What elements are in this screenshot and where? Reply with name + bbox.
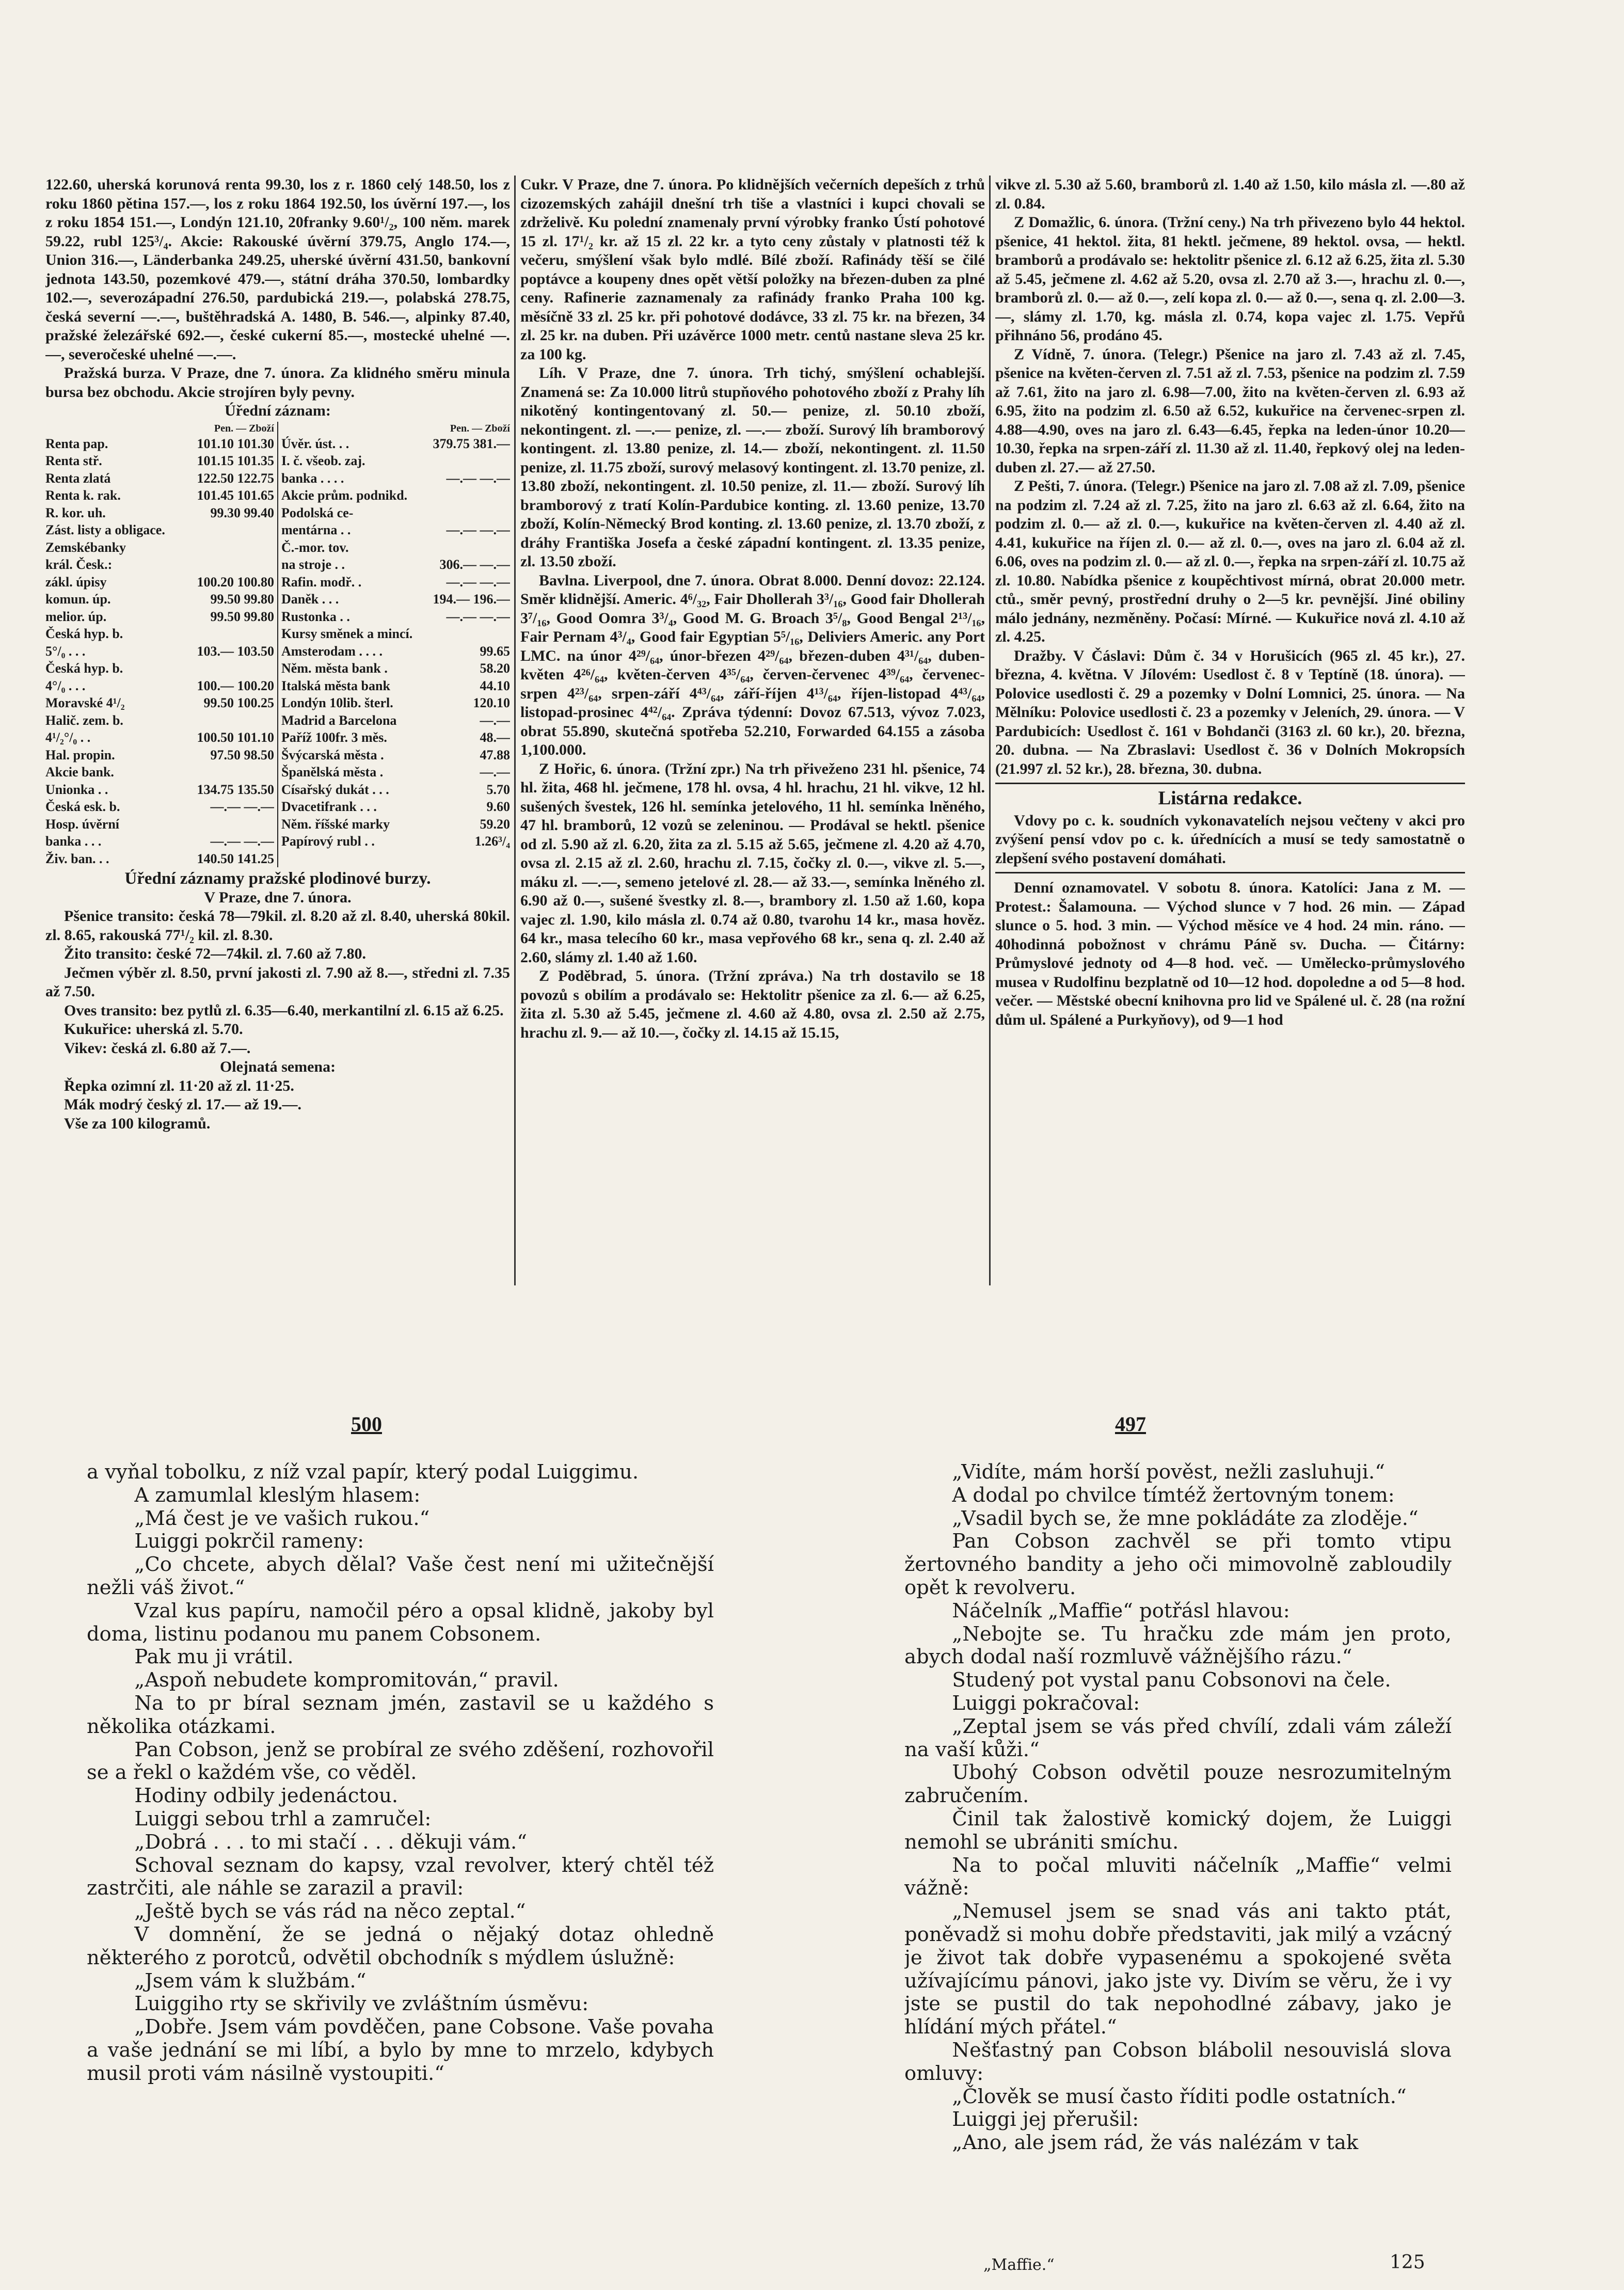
report-lead: Z Vídně, [1014,345,1075,363]
novel-paragraph: Nešťastný pan Cobson blábolil nesouvislá slova omluvy: [904,2038,1452,2085]
report-text: vikve zl. 5.30 až 5.60, bramborů zl. 1.40 až 1.50, kilo másla zl. —.80 až zl. 0.84. [995,176,1465,212]
rate-values: 140.50 141.25 [197,851,274,866]
novel-paragraph: Hodiny odbily jedenáctou. [134,1784,399,1808]
report-text: 7. února. (Telegr.) Pšenice na jaro zl. 7.43 až zl. 7.45, pšenice na květen-červen zl. 7.51 až zl. 7.53, pšenice na podzim zl. 7.59 až 7.61, žito na jaro zl. 6.98—7.00, žito na květen-červen zl. 6.93 až 6.95, žito na podzim zl. 6.50 až 6.52, kukuřice na červenec-srpen zl. 4.88—4.90, oves na jaro zl. 6.43—6.45, řepka na leden-únor 10.20—10.30, řepka na srpen-září zl. 11.30 až zl. 11.40, řepkový olej na leden-duben zl. 27.— až 27.50. [995,345,1465,476]
rate-values: 1.26³/₄ [474,834,510,849]
report-lead: Cukr. [520,176,559,193]
rate-name: mentárna . . [281,522,351,537]
novel-paragraph: Činil tak žalostivě komický dojem, že Luiggi nemohl se ubrániti smíchu. [904,1807,1452,1854]
rate-name: 4¹/₂°/₀ . . [45,730,91,745]
rate-values: 120.10 [473,695,510,710]
novel-paragraph: Luiggi jej přerušil: [952,2108,1139,2132]
novel-paragraph: „Ano, ale jsem rád, že vás nalézám v tak [952,2131,1359,2155]
novel-paragraph: „Nemusel jsem se snad vás ani takto ptát, poněvadž si mohu dobře představiti, jak milý a vzácný je život tak dobře vypasenému a spokojené světa užívajícímu pánovi, jako jste vy. Divím se věru, že i vy jste se pustil do tak nepohodlné zábavy, jako je hlídání mých přátel.“ [904,1900,1452,2039]
novel-paragraph: „Zeptal jsem se vás před chvílí, zdali vám záleží na vaší kůži.“ [904,1714,1452,1761]
report-text: 6. února. (Tržní ceny.) Na trh přivezeno bylo 44 hektol. pšenice, 41 hektol. žita, 81 hektl. ječmene, 89 hektol. ovsa, — hektl. bramborů a prodávalo se: hektolitr pšenice zl. 6.12 až 6.25, žita zl. 5.30 až 5.45, ječmene zl. 4.62 až 5.20, ovsa zl. 2.70 až 3.—, hrachu zl. 0.—, bramborů zl. 0.— až 0.—, zelí kopa zl. 0.— až 0.—, sena q. zl. 2.00—3.—, slámy zl. 1.70, kg. másla zl. 0.74, kopa vajec zl. 1.75. Vepřů přihnáno 56, prodáno 45. [995,214,1465,344]
rate-name: Živ. ban. . . [45,851,109,866]
rate-values: 306.— —.— [439,557,510,572]
novel-paragraph: Luiggi sebou trhl a zamručel: [134,1807,432,1831]
novel-paragraph: a vyňal tobolku, z níž vzal papír, který podal Luiggimu. [87,1461,639,1484]
rate-name: Akcie prům. podnikd. [281,488,408,503]
rate-row [45,574,274,591]
rate-values: 99.50 99.80 [210,592,274,607]
official-record-head: Úřední záznam: [225,402,331,419]
novel-paragraph: „Vidíte, mám horší pověst, nežli zasluhuji.“ [952,1461,1385,1484]
letters-body: po c. k. soudních vykonavatelích nejsou večteny v akci pro zvýšení pensí vdov po c. k. úřednících a musí se tedy samostatně o zlepšení svého postavení domáhati. [995,812,1465,867]
rate-values: 99.65 [480,643,510,659]
novel-left-page [87,1461,714,2266]
rate-values: —.— —.— [446,522,510,537]
rate-name: Renta k. rak. [45,488,121,503]
rate-values: 100.— 100.20 [197,678,274,693]
novel-paragraph: Vzal kus papíru, namočil péro a opsal klidně, jakoby byl doma, listinu podanou mu panem Cobsonem. [87,1599,714,1646]
rate-name: Česká hyp. b. [45,661,123,676]
rate-name: I. č. všeob. zaj. [281,453,365,468]
rate-row [281,798,510,816]
novel-paragraph: A dodal po chvilce tímtéž žertovným tonem: [952,1483,1395,1507]
letters-lead: Vdovy [1014,812,1057,829]
rate-row [45,712,274,729]
rate-values: —.— —.— [210,834,274,849]
rate-values: 99.50 99.80 [210,609,274,624]
rate-row [281,487,510,504]
rate-name: Daněk . . . [281,592,339,607]
prague-bourse-head: Pražská burza. [64,364,166,381]
rate-values: 100.50 101.10 [197,730,274,745]
rate-name: Rustonka . . [281,609,350,624]
novel-paragraph: A zamumlal kleslým hlasem: [134,1483,421,1507]
produce-item: Olejnatá semena: [219,1058,336,1075]
rate-row [45,452,274,470]
report-lead: Dražby. [1014,647,1066,664]
novel-paragraph: „Aspoň nebudete kompromitován,“ pravil. [134,1668,559,1692]
rate-row [45,798,274,816]
novel-paragraph: „Má čest je ve vašich rukou.“ [134,1506,430,1530]
rate-row [45,521,274,539]
rate-name: Něm. říšské marky [281,816,390,832]
rate-row [281,712,510,729]
report-lead: Líh. [539,364,566,381]
novel-paragraph: Luiggi pokračoval: [952,1691,1140,1715]
rate-name: R. kor. uh. [45,505,106,520]
rate-values: 99.50 100.25 [203,695,274,710]
rates-left [45,422,278,868]
rate-name: Akcie bank. [45,765,114,780]
rate-name: Londýn 10lib. šterl. [281,695,393,710]
rate-row [45,850,274,868]
daily-announcer [995,879,1465,1029]
rate-row [45,608,274,626]
market-column-1 [45,176,510,1301]
rate-row [281,608,510,626]
produce-item: Řepka ozimní zl. 11·20 až zl. 11·25. [64,1077,294,1094]
daily-announcer-text: V sobotu 8. února. Katolíci: Jana z M. — Protest.: Šalamouna. — Východ slunce v 7 hod. 26 min. — Západ slunce o 5. hod. 3 min. — Východ měsíce ve 4 hod. 24 min. ráno. — 40hodinná pobožnost v chrámu Páně sv. Ducha. — Čitárny: Průmyslové jednoty od 4—8 hod. več. — Umělecko-průmyslového musea v Rudolfinu bezplatně od 10—12 hod. dopoledne a od 5—8 hod. večer. — Městské obecní knihovna pro lid ve Spálené ul. č. 28 (na rožní dům ul. Spálené a Purkyňovy), od 9—1 hod [995,879,1465,1028]
rate-name: banka . . . [45,834,102,849]
novel-paragraph: V domnění, že se jedná o nějaký dotaz ohledně některého z porotců, odvětil obchodník s mýdlem úslužně: [87,1922,714,1969]
novel-paragraph: Luiggiho rty se skřivily ve zvláštním úsměvu: [134,1992,589,2016]
rate-name: Hosp. úvěrní [45,816,120,832]
report-lead: Bavlna. [539,571,590,589]
rate-values: 5.70 [486,782,510,797]
market-column-3 [995,176,1465,1301]
daily-announcer-head: Denní oznamovatel. [1014,879,1150,896]
rates-right-colhead: Pen. — Zboží [450,422,510,434]
rate-values: 134.75 135.50 [197,782,274,797]
rate-values: 122.50 122.75 [197,470,274,486]
rate-row [281,625,510,643]
novel-paragraph: Schoval seznam do kapsy, vzal revolver, který chtěl též zastrčiti, ale náhle se zarazil a pravil: [87,1853,714,1900]
rates-right [281,422,510,868]
novel-paragraph: „Člověk se musí často říditi podle ostatních.“ [952,2085,1407,2108]
market-report [520,571,985,760]
rate-values: 99.30 99.40 [210,505,274,520]
rate-values: —.— [480,765,510,780]
market-report [995,213,1465,345]
novel-title-footer: „Maffie.“ [983,2256,1055,2274]
rate-name: Amsterodam . . . . [281,643,383,659]
rate-row [281,521,510,539]
rate-name: Česká esk. b. [45,799,120,814]
rate-name: Něm. města bank . [281,661,388,676]
produce-item: Vikev: česká zl. 6.80 až 7.—. [64,1039,251,1057]
report-lead: Z Domažlic, [1014,214,1094,231]
produce-item: Kukuřice: uherská zl. 5.70. [64,1021,243,1038]
rate-name: Švýcarská města . [281,747,384,762]
rate-values: 103.— 103.50 [197,643,274,659]
rate-row [281,660,510,677]
novel-right-page [904,1461,1452,2266]
rate-name: Kursy směnek a mincí. [281,626,413,641]
novel-paragraph: „Ještě bych se vás rád na něco zeptal.“ [134,1900,526,1923]
novel-paragraph: Náčelník „Maffie“ potřásl hlavou: [952,1599,1290,1623]
rate-name: Moravské 4¹/₂ [45,695,125,710]
rate-values: 59.20 [480,816,510,832]
right-page-number: 497 [1115,1412,1146,1436]
rate-row [281,504,510,522]
rate-name: Dvacetifrank . . . [281,799,377,814]
rate-row [281,833,510,850]
rate-values: 47.88 [480,747,510,762]
rate-name: Císařský dukát . . . [281,782,389,797]
rate-row [45,677,274,695]
rate-name: Papírový rubl . . [281,834,375,849]
market-report [995,647,1465,779]
rate-name: melior. úp. [45,609,107,624]
rate-row [281,435,510,453]
sheet-number: 125 [1390,2252,1425,2273]
rate-row [45,764,274,781]
rate-name: Renta pap. [45,436,108,451]
rate-name: 4°/₀ . . . [45,678,86,693]
novel-paragraph: Ubohý Cobson odvětil pouze nesrozumitelným zabručením. [904,1761,1452,1808]
produce-exchange-list [45,907,510,1133]
rate-row [45,556,274,574]
novel-paragraph: „Jsem vám k službám.“ [134,1969,367,1993]
letters-head: Listárna redakce. [1158,788,1302,809]
market-report [520,967,985,1042]
rate-row [45,660,274,677]
rate-name: král. Česk.: [45,557,113,572]
market-report [995,345,1465,478]
rate-name: na stroje . . [281,557,345,572]
rate-name: Zást. listy a obligace. [45,522,165,537]
report-text: 6. února. (Tržní zpr.) Na trh přiveženo 231 hl. pšenice, 74 hl. žita, 468 hl. ječmene, 178 hl. ovsa, 4 hl. hrachu, 21 hl. vikve, 12 hl. sušených švestek, 126 hl. semínka jetelového, 11 hl. semínka lněného, 47 hl. bramborů, 12 vozů se zeleninou. — Prodával se hektl. pšenice od zl. 5.90 až zl. 6.20, žita za zl. 5.15 až 5.65, ječmene zl. 4.20 až 4.70, ovsa zl. 2.15 až zl. 2.60, hrachu zl. 7.15, čočky zl. 0.—, vikve zl. 5.—, máku zl. —.—, semeno jetelové zl. 28.— až 33.—, semínka lněného zl. 6.90 až 0.—, sušené švestky zl. 8.—, brambory zl. 1.50 až 1.60, kopa vajec zl. 1.90, kilo másla zl. 0.74 až 0.80, tvarohu 14 kr., masa hověz. 64 kr., masa telecího 60 kr., masa vepřového 68 kr., sena q. zl. 2.40 až 2.60, slámy zl. 1.40 až 1.60. [520,760,985,966]
rate-name: Česká hyp. b. [45,626,123,641]
rate-values: —.— —.— [446,574,510,590]
rate-values: 101.10 101.30 [197,436,274,451]
produce-item: Pšenice transito: česká 78—79kil. zl. 8.20 až zl. 8.40, uherská 80kil. zl. 8.65, rakouská 77¹/₂ kil. zl. 8.30. [45,908,510,944]
novel-paragraph: Luiggi pokrčil rameny: [134,1530,364,1553]
report-text: V Praze, dne 7. února. Trh tichý, smýšlení ochablejší. Znamená se: Za 10.000 litrů stupňového pohotového zboží z Prahy líh nikotěný kontingentovaný zl. 50.— penize, zl. 50.10 zboží, nekontingent. zl. —.— penize, zl. —.— zboží. Surový líh bramborový kontingent. zl. 13.80 penize, zl. 14.— zboží, nekontingent. zl. 11.50 penize, zl. 11.75 zboží, surový melasový kontingent. zl. 13.70 penize, zl. 13.80 zboží, nekontingent. zl. 10.50 penize, zl. 11.— zboží. Surový líh bramborový z tratí Kolín-Pardubice konting. zl. 13.60 penize, 13.70 zboží, Kolín-Německý Brod konting. zl. 13.60 penize, zl. 13.70 zboží, z dráhy Františka Josefa a české západní kontingent. zl. 13.35 penize, zl. 13.50 zboží. [520,364,985,570]
report-text: V Čáslavi: Dům č. 34 v Horušicích (965 zl. 45 kr.), 27. března, 4. května. V Jílovém: Usedlost č. 8 v Teptíně (18. února). — Polovice usedlosti č. 29 a pozemky v Dolní Lomnici, 25. února. — Na Mělníku: Polovice usedlosti č. 23 a pozemky v Jeleních, 29. února. — V Pardubicích: Usedlost č. 161 v Bohdanči (3163 zl. 60 kr.), 20. března, 20. dubna. — Na Zbraslavi: Usedlost č. 36 v Dolních Mokropsích (21.997 zl. 52 kr.), 28. března, 30. dubna. [995,647,1465,777]
rate-row [45,487,274,504]
rate-name: Halič. zem. b. [45,712,123,728]
letters-text [995,812,1465,868]
rate-row [45,643,274,660]
rate-values: —.— —.— [210,799,274,814]
market-report [520,364,985,571]
column-rule [989,176,991,1285]
produce-item: Oves transito: bez pytlů zl. 6.35—6.40, merkantilní zl. 6.15 až 6.25. [64,1001,504,1019]
produce-item: Ječmen výběr zl. 8.50, první jakosti zl. 7.90 až 8.—, středni zl. 7.35 až 7.50. [45,964,510,1000]
rate-values: 194.— 196.— [433,592,510,607]
rate-row [45,504,274,522]
rate-values: —.— [480,712,510,728]
report-lead: Z Poděbrad, [539,967,627,984]
produce-exchange-head: Úřední záznamy pražské plodinové burzy. [124,869,431,888]
rate-name: Podolská ce- [281,505,354,520]
novel-paragraph: Pan Cobson, jenž se probíral ze svého zděšení, rozhovořil se a řekl o každém vše, co věděl. [87,1738,714,1785]
rate-row [281,764,510,781]
report-lead: Z Hořic, [539,760,596,777]
produce-exchange-date: V Praze, dne 7. února. [204,888,352,906]
rate-row [45,781,274,799]
rates-left-colhead: Pen. — Zboží [214,422,274,434]
rate-row [45,539,274,556]
rate-row [45,816,274,833]
rate-values: 97.50 98.50 [210,747,274,762]
report-text: 7. února. (Telegr.) Pšenice na jaro zl. 7.08 až zl. 7.09, pšenice na podzim zl. 7.24 až zl. 7.25, žito na jaro zl. 6.63 až zl. 6.64, žito na podzim zl. 0.— až zl. 0.—, kukuřice na květen-červen zl. 4.40 až zl. 4.41, kukuřice na říjen zl. 0.— až zl. 0.—, oves na jaro zl. 6.04 až zl. 6.06, oves na podzim zl. 0.— až zl. 0.—, řepka na srpen-září zl. 10.75 až zl. 10.80. Nabídka pšenice z koupěchtivost mírná, obrat 20.000 metr. ctů., směr pevný, prostřední druhy o 2—5 kr. pevnější. Jiné obiliny málo jednány, nezměněny. Počasí: Mírné. — Kukuřice nová zl. 4.10 až zl. 4.25. [995,478,1465,645]
report-text: Liverpool, dne 7. února. Obrat 8.000. Denní dovoz: 22.124. Směr klidnější. Americ. 4⁶/₃₂, Fair Dhollerah 3³/₁₆, Good fair Dhollerah 3⁷/₁₆, Good Oomra 3³/₄, Good M. G. Broach 3⁵/₈, Good Bengal 2¹³/₁₆, Fair Pernam 4³/₄, Good fair Egyptian 5⁵/₁₆, Deliviers Americ. any Port LMC. na únor 4²⁹/₆₄, únor-březen 4²⁹/₆₄, březen-duben 4³¹/₆₄, duben-květen 4²⁶/₆₄, květen-červen 4³⁵/₆₄, červen-červenec 4³⁹/₆₄, červenec-srpen 4²³/₆₄, srpen-září 4⁴³/₆₄, září-říjen 4¹³/₆₄, říjen-listopad 4⁴³/₆₄, listopad-prosinec 4⁴²/₆₄. Zpráva týdenní: Dovoz 67.513, vývoz 7.023, obrat 55.890, skutečná spotřeba 52.210, Forwarded 64.155 a zásoba 1,100.000. [520,571,985,758]
rate-row [281,643,510,660]
report-lead: Z Pešti, [1014,478,1064,495]
rate-row [281,556,510,574]
column-rule [514,176,516,1285]
rate-name: komun. úp. [45,592,111,607]
rate-row [281,729,510,746]
rate-name: Č.-mor. tov. [281,539,349,555]
rate-row [45,470,274,487]
rate-values: —.— —.— [446,609,510,624]
rate-values: 9.60 [486,799,510,814]
novel-paragraph: „Dobrá . . . to mi stačí . . . děkuji vám.“ [134,1830,527,1854]
rate-row [281,781,510,799]
produce-item: Mák modrý český zl. 17.— až 19.—. [64,1096,301,1113]
rate-name: Unionka . . [45,782,108,797]
market-report [520,760,985,967]
rate-values: 44.10 [480,678,510,693]
prague-bourse-text: V Praze, dne 7. února. Za klidného směru minula bursa bez obchodu. Akcie strojíren byly pevny. [45,364,510,401]
rate-row [45,833,274,850]
produce-item: Vše za 100 kilogramů. [64,1115,211,1132]
rate-name: Zemskébanky [45,539,126,555]
novel-paragraph: Studený pot vystal panu Cobsonovi na čele. [952,1668,1391,1692]
section-rule [995,783,1465,784]
rate-row [281,539,510,556]
rate-row [281,677,510,695]
rate-values: 379.75 381.— [433,436,510,451]
rates-table [45,422,510,868]
rate-name: Španělská města . [281,765,384,780]
rate-row [45,694,274,712]
rate-values: —.— —.— [446,470,510,486]
rate-row [281,746,510,764]
novel-paragraph: Na to počal mluviti náčelník „Maffie“ velmi vážně: [904,1853,1452,1900]
rate-name: zákl. úpisy [45,574,107,590]
rate-row [281,816,510,833]
rate-values: 100.20 100.80 [197,574,274,590]
rate-row [45,746,274,764]
novel-paragraph: „Co chcete, abych dělal? Vaše čest není mi užitečnější nežli váš život.“ [87,1553,714,1599]
market-column-2 [520,176,985,1301]
rate-row [281,452,510,470]
rate-name: Paříž 100fr. 3 měs. [281,730,387,745]
novel-paragraph: Pan Cobson zachvěl se při tomto vtipu žertovného bandity a jeho oči mimovolně zabloudily opět k revolveru. [904,1530,1452,1599]
market-report [520,176,985,364]
rate-name: 5°/₀ . . . [45,643,86,659]
report-text: V Praze, dne 7. února. Po klidnějších večerních depeších z trhů cizozemských zahájil dnešní trh tiše a vlastníci i kupci chovali se zdrželivě. Ku polední znamenaly první výrobky franko Ústí pohotové 15 zl. 17¹/₂ kr. až 15 zl. 22 kr. a tyto ceny zůstaly v platnosti též k večeru, smýšlení však bylo mdlé. Bílé zboží. Rafinády těší se čilé poptávce a koupeny dnes opět větší položky na březen-duben za plné ceny. Rafinerie zaznamenaly za rafinády franko Praha 100 kg. měsíčně 33 zl. 25 kr. při pohotové dodávce, 33 zl. 75 kr. na březen, 34 zl. 25 kr. na duben. Při uzávěrce 1000 metr. centů nastane sleva 25 kr. za 100 kg. [520,176,985,363]
rate-row [45,625,274,643]
market-report [995,176,1465,213]
rate-row [281,591,510,608]
produce-item: Žito transito: české 72—74kil. zl. 7.60 až 7.80. [64,945,366,962]
rate-row [281,574,510,591]
report-text: 5. února. (Tržní zpráva.) Na trh dostavilo se 18 povozů s obilím a prodávalo se: Hektolitr pšenice za zl. 6.— až 6.25, žita zl. 5.30 až 5.45, ječmene zl. 4.60 až 4.80, ovsa zl. 2.50 až 2.75, hrachu zl. 9.— až 10.—, čočky zl. 14.15 až 15.15, [520,967,985,1041]
prague-bourse [45,364,510,402]
novel-paragraph: Na to pr bíral seznam jmén, zastavil se u každého s několika otázkami. [87,1691,714,1738]
rate-values: 101.15 101.35 [197,453,274,468]
left-page-number: 500 [351,1412,382,1436]
novel-paragraph: Pak mu ji vrátil. [134,1645,294,1669]
rate-row [45,435,274,453]
rate-values: 101.45 101.65 [197,488,274,503]
novel-paragraph: „Dobře. Jsem vám povděčen, pane Cobsone. Vaše povaha a vaše jednání se mi líbí, a bylo by mne to mrzelo, kdybych musil proti vám násilně vystoupiti.“ [87,2015,714,2085]
novel-paragraph: „Vsadil bych se, že mne pokládáte za zloděje.“ [952,1506,1419,1530]
rate-name: Hal. propin. [45,747,115,762]
novel-paragraph: „Nebojte se. Tu hračku zde mám jen proto, abych dodal naší rozmluvě vážnějšího rázu.“ [904,1622,1452,1669]
market-report [995,477,1465,647]
rate-values: 48.— [480,730,510,745]
rate-name: Renta stř. [45,453,102,468]
stock-intro: 122.60, uherská korunová renta 99.30, los z r. 1860 celý 148.50, los z roku 1860 pětina 157.—, los z roku 1864 192.50, los úvěrní 197.—, los z roku 1854 151.—, Londýn 121.10, 20franky 9.60¹/₂, 100 něm. marek 59.22, rubl 125³/₄. Akcie: Rakouské úvěrní 379.75, Anglo 174.—, Union 316.—, Länderbanka 249.25, uherské úvěrní 431.50, bankovní jednota 143.50, pozemkové 479.—, státní dráha 370.50, lombardky 102.—, severozápadní 276.50, pardubická 219.—, polabská 278.75, česká severní —.—, buštěhradská A. 1480, B. 546.—, alpinky 87.40, pražské železářské 692.—, české cukerní 85.—, mostecké uhelné —.—, severočeské uhelné —.—. [45,176,510,363]
rate-row [45,729,274,746]
rate-row [281,694,510,712]
rate-values: 58.20 [480,661,510,676]
rate-name: Rafin. modř. . [281,574,362,590]
rate-name: Italská města bank [281,678,390,693]
rate-name: banka . . . . [281,470,344,486]
rate-name: Renta zlatá [45,470,111,486]
rate-name: Úvěr. úst. . . [281,436,349,451]
rate-row [45,591,274,608]
rate-row [281,470,510,487]
rate-name: Madrid a Barcelona [281,712,397,728]
section-rule [995,872,1465,873]
